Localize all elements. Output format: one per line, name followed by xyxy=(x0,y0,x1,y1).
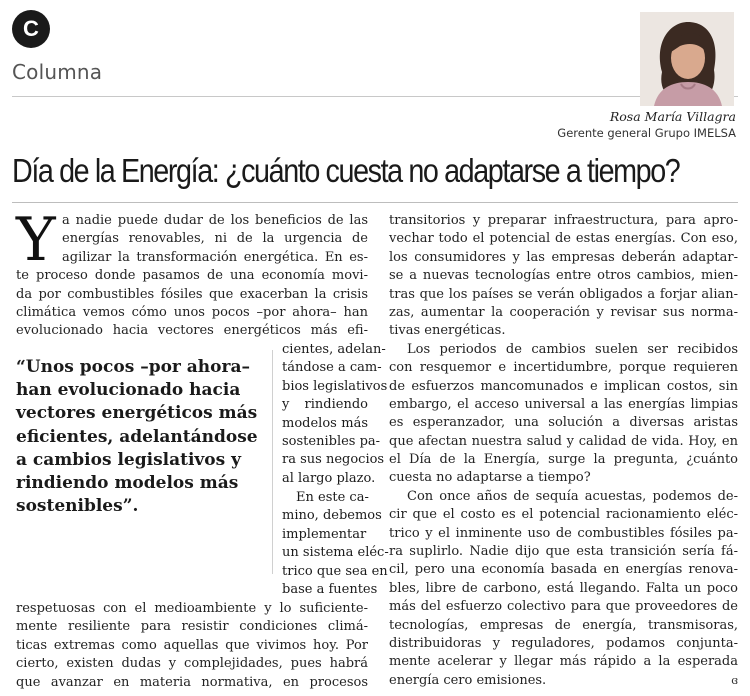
body-line: que afectan nuestra salud y calidad de vida. Hoy, en xyxy=(389,433,738,449)
body-line: distribuidoras y reguladores, podamos conjunta- xyxy=(389,635,738,651)
body-line: trico que sea en xyxy=(282,563,388,579)
body-line: mente resiliente para resistir condiciones climá- xyxy=(16,619,368,635)
body-line: a nadie puede dudar de los beneficios de las xyxy=(62,213,368,228)
headline-divider xyxy=(12,202,738,203)
body-line: zas, aumentar la cooperación y revisar sus norma- xyxy=(389,304,738,320)
body-line: ticas extremas como aquellas que vivimos hoy. Por xyxy=(16,637,368,653)
body-line: más del esfuerzo colectivo para que proveedores de xyxy=(389,599,738,615)
pull-quote-divider xyxy=(272,350,273,574)
body-line: base a fuentes xyxy=(282,581,378,597)
body-line: el Día de la Energía, surge la pregunta, ¿cuánto xyxy=(389,452,738,468)
body-line xyxy=(389,672,738,690)
headline: Día de la Energía: ¿cuánto cuesta no adaptarse a tiempo? xyxy=(12,152,680,189)
body-line: modelos más xyxy=(282,415,368,431)
author-block xyxy=(557,108,736,141)
body-line: cil, pero una economía basada en energías renova- xyxy=(389,562,738,578)
body-line: transitorios y preparar infraestructura, para apro- xyxy=(389,213,738,228)
body-line: Los periodos de cambios suelen ser recibidos xyxy=(407,341,738,357)
body-line: cuesta no adaptarse a tiempo? xyxy=(389,470,591,486)
author-photo xyxy=(640,12,734,106)
body-line: climática vemos cómo unos pocos –por ahora– han xyxy=(16,304,368,320)
body-line: trico y el inminente uso de combustibles fósiles pa- xyxy=(389,525,738,541)
body-line: agilizar la transformación energética. En es- xyxy=(62,249,368,265)
body-line: cir que el costo es el potencial racionamiento eléc- xyxy=(389,507,738,523)
author-portrait-icon xyxy=(640,12,734,106)
body-line: vechar todo el potencial de estas energías. Con eso, xyxy=(389,231,738,247)
author-name: Rosa María Villagra xyxy=(609,109,736,124)
body-line: que avanzar en materia normativa, en procesos xyxy=(16,674,368,690)
column-badge: C xyxy=(12,10,50,48)
author-role: Gerente general Grupo IMELSA xyxy=(557,126,736,140)
body-line: En este ca- xyxy=(296,490,369,505)
body-line: mino, debemos xyxy=(282,508,382,524)
narrow-column-b xyxy=(282,489,389,599)
body-line: cientes, adelan- xyxy=(282,342,386,357)
left-column-bottom xyxy=(16,600,368,692)
section-label: Columna xyxy=(12,60,103,84)
body-line: energías renovables, ni de la urgencia de xyxy=(62,231,368,247)
end-of-article-icon: ɞ xyxy=(731,673,738,687)
body-line: sostenibles pa- xyxy=(282,433,381,449)
pull-quote: “Unos pocos –por ahora– han evolucionado hacia vectores energéticos más eficientes, adelantándose a cambios legislativos y rindiendo modelos más sostenibles”. xyxy=(16,357,258,517)
body-line: da por combustibles fósiles que exacerban la crisis xyxy=(16,286,368,302)
body-line: Con once años de sequía acuestas, podemos de- xyxy=(407,488,738,504)
body-line: bios legislativos xyxy=(282,378,388,394)
body-line: cierto, existen dudas y complejidades, pues habrá xyxy=(16,656,368,672)
left-column-top xyxy=(16,205,368,341)
body-line: de esfuerzos mancomunados e implican costos, sin xyxy=(389,378,738,394)
body-line: ra sus negocios xyxy=(282,452,385,468)
drop-cap: Y xyxy=(16,205,56,275)
body-line: se a nuevas tecnologías entre otros cambios, mien- xyxy=(389,268,738,284)
section-divider xyxy=(12,96,738,97)
body-line: tras que los países se verán obligados a forjar alian- xyxy=(389,286,738,302)
body-line: los consumidores y las empresas deberán adaptar- xyxy=(389,249,738,265)
right-column xyxy=(389,212,738,690)
body-line: y rindiendo xyxy=(282,397,368,413)
body-line-text: energía cero emisiones. xyxy=(389,672,547,688)
body-line: evolucionado hacia vectores energéticos más efi- xyxy=(16,323,368,339)
body-line: con resquemor e incertidumbre, porque requieren xyxy=(389,360,738,376)
narrow-column-a xyxy=(282,341,388,488)
body-line: bles, libre de carbono, está llegando. Falta un poco xyxy=(389,580,738,596)
body-line: tándose a cam- xyxy=(282,360,382,376)
body-line: es esperanzador, una solución a diversas aristas xyxy=(389,415,738,431)
body-line: mente acelerar y llegar más rápido a la esperada xyxy=(389,654,738,670)
body-line: embargo, el acceso universal a las energías limpias xyxy=(389,396,738,412)
body-line: respetuosas con el medioambiente y lo suficiente- xyxy=(16,601,368,616)
body-line: un sistema eléc- xyxy=(282,545,389,561)
body-line: al largo plazo. xyxy=(282,470,376,486)
body-line: tecnologías, empresas de energía, transmisoras, xyxy=(389,617,738,633)
body-line: te proceso donde pasamos de una economía movi- xyxy=(16,268,368,284)
body-line: ra suplirlo. Nadie dijo que esta transición sería fá- xyxy=(389,544,738,560)
body-line: tivas energéticas. xyxy=(389,323,506,339)
body-line: implementar xyxy=(282,526,367,542)
